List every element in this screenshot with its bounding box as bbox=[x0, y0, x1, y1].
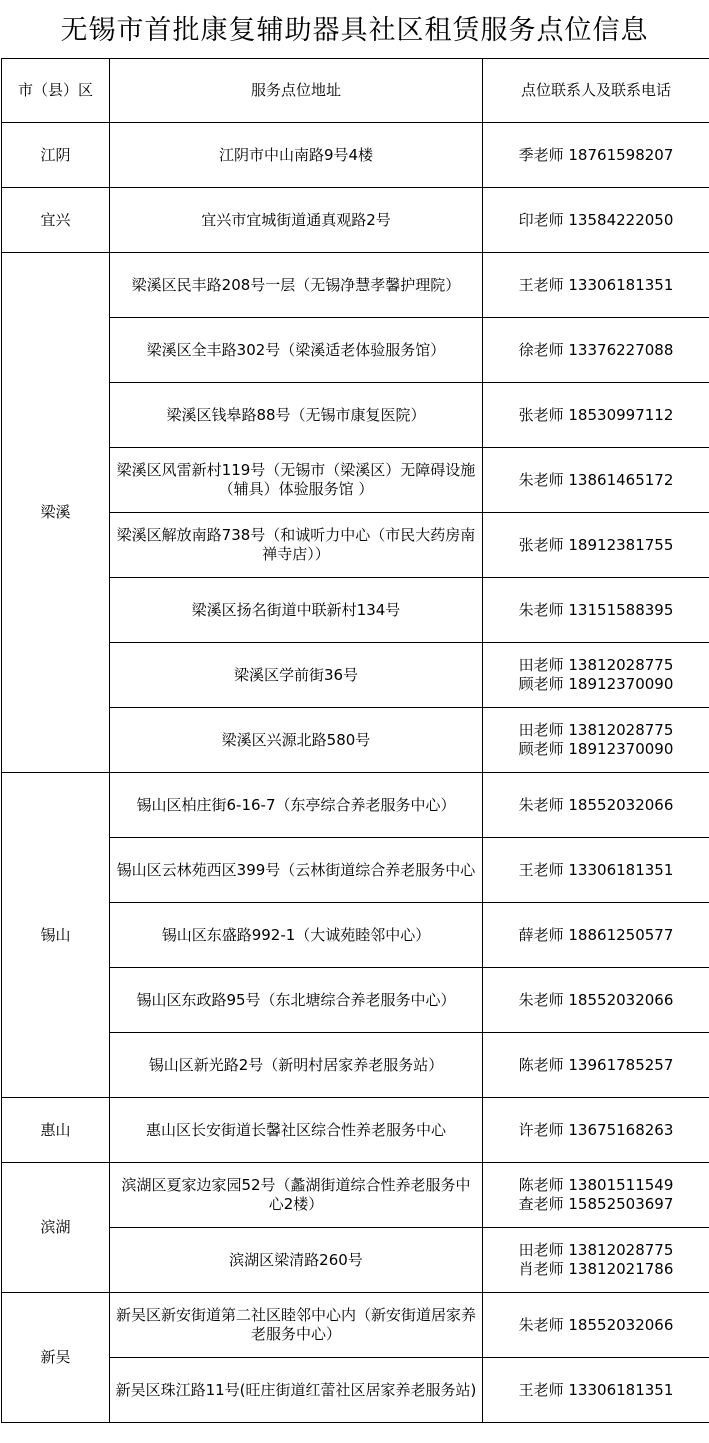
contact-cell: 薛老师 18861250577 bbox=[483, 903, 709, 968]
header-district: 市（县）区 bbox=[2, 59, 110, 123]
table-header-row bbox=[2, 59, 709, 123]
table-row bbox=[2, 1293, 709, 1358]
district-cell: 江阴 bbox=[2, 123, 110, 188]
contact-cell: 陈老师 13801511549 查老师 15852503697 bbox=[483, 1163, 709, 1228]
address-cell: 滨湖区夏家边家园52号（蠡湖街道综合性养老服务中心2楼） bbox=[110, 1163, 483, 1228]
address-cell: 新吴区珠江路11号(旺庄街道红蕾社区居家养老服务站) bbox=[110, 1358, 483, 1423]
address-cell: 梁溪区钱皋路88号（无锡市康复医院） bbox=[110, 383, 483, 448]
contact-cell: 许老师 13675168263 bbox=[483, 1098, 709, 1163]
address-cell: 新吴区新安街道第二社区睦邻中心内（新安街道居家养老服务中心） bbox=[110, 1293, 483, 1358]
contact-cell: 陈老师 13961785257 bbox=[483, 1033, 709, 1098]
address-cell: 锡山区东政路95号（东北塘综合养老服务中心） bbox=[110, 968, 483, 1033]
district-cell: 宜兴 bbox=[2, 188, 110, 253]
table-row bbox=[2, 123, 709, 188]
district-cell: 锡山 bbox=[2, 773, 110, 1098]
table-row bbox=[2, 1163, 709, 1228]
address-cell: 梁溪区全丰路302号（梁溪适老体验服务馆） bbox=[110, 318, 483, 383]
address-cell: 梁溪区民丰路208号一层（无锡净慧孝馨护理院） bbox=[110, 253, 483, 318]
address-cell: 梁溪区学前街36号 bbox=[110, 643, 483, 708]
address-cell: 梁溪区兴源北路580号 bbox=[110, 708, 483, 773]
header-address: 服务点位地址 bbox=[110, 59, 483, 123]
contact-cell: 王老师 13306181351 bbox=[483, 253, 709, 318]
address-cell: 滨湖区梁清路260号 bbox=[110, 1228, 483, 1293]
district-cell: 惠山 bbox=[2, 1098, 110, 1163]
table-row bbox=[2, 773, 709, 838]
address-cell: 锡山区东盛路992-1（大诚苑睦邻中心） bbox=[110, 903, 483, 968]
contact-cell: 王老师 13306181351 bbox=[483, 838, 709, 903]
contact-cell: 朱老师 18552032066 bbox=[483, 1293, 709, 1358]
header-contact: 点位联系人及联系电话 bbox=[483, 59, 709, 123]
address-cell: 梁溪区扬名街道中联新村134号 bbox=[110, 578, 483, 643]
address-cell: 江阴市中山南路9号4楼 bbox=[110, 123, 483, 188]
contact-cell: 季老师 18761598207 bbox=[483, 123, 709, 188]
address-cell: 梁溪区风雷新村119号（无锡市（梁溪区）无障碍设施（辅具）体验服务馆 ） bbox=[110, 448, 483, 513]
contact-cell: 朱老师 18552032066 bbox=[483, 968, 709, 1033]
contact-cell: 朱老师 13861465172 bbox=[483, 448, 709, 513]
address-cell: 锡山区云林苑西区399号（云林街道综合养老服务中心 bbox=[110, 838, 483, 903]
page-title: 无锡市首批康复辅助器具社区租赁服务点位信息 bbox=[60, 15, 649, 46]
address-cell: 宜兴市宜城街道通真观路2号 bbox=[110, 188, 483, 253]
address-cell: 锡山区新光路2号（新明村居家养老服务站） bbox=[110, 1033, 483, 1098]
address-cell: 梁溪区解放南路738号（和诚听力中心（市民大药房南禅寺店）） bbox=[110, 513, 483, 578]
contact-cell: 田老师 13812028775 肖老师 13812021786 bbox=[483, 1228, 709, 1293]
contact-cell: 张老师 18912381755 bbox=[483, 513, 709, 578]
contact-cell: 张老师 18530997112 bbox=[483, 383, 709, 448]
contact-cell: 朱老师 13151588395 bbox=[483, 578, 709, 643]
table-row bbox=[2, 188, 709, 253]
table-row bbox=[2, 1098, 709, 1163]
address-cell: 锡山区柏庄街6-16-7（东亭综合养老服务中心） bbox=[110, 773, 483, 838]
contact-cell: 田老师 13812028775 顾老师 18912370090 bbox=[483, 643, 709, 708]
service-points-table bbox=[1, 58, 709, 1423]
contact-cell: 田老师 13812028775 顾老师 18912370090 bbox=[483, 708, 709, 773]
contact-cell: 朱老师 18552032066 bbox=[483, 773, 709, 838]
district-cell: 新吴 bbox=[2, 1293, 110, 1423]
contact-cell: 王老师 13306181351 bbox=[483, 1358, 709, 1423]
table-row bbox=[2, 253, 709, 318]
district-cell: 梁溪 bbox=[2, 253, 110, 773]
district-cell: 滨湖 bbox=[2, 1163, 110, 1293]
contact-cell: 印老师 13584222050 bbox=[483, 188, 709, 253]
address-cell: 惠山区长安街道长馨社区综合性养老服务中心 bbox=[110, 1098, 483, 1163]
contact-cell: 徐老师 13376227088 bbox=[483, 318, 709, 383]
